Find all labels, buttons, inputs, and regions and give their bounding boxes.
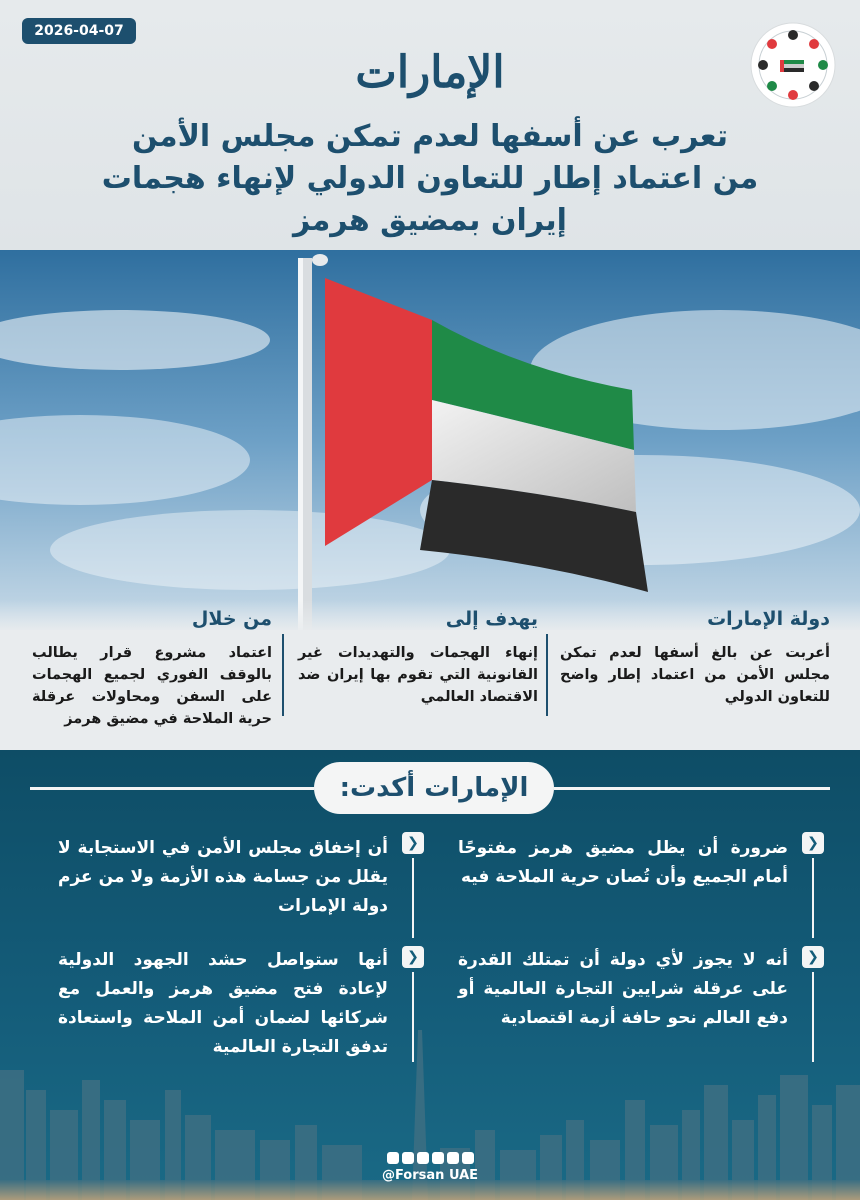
emphasis-title: الإمارات أكدت:: [314, 762, 554, 814]
point-2: أن إخفاق مجلس الأمن في الاستجابة لا يقلل من جسامة هذه الأزمة ولا من عزم دولة الإمارات: [58, 838, 388, 916]
column-title: دولة الإمارات: [707, 608, 830, 630]
social-handle: [380, 1152, 480, 1183]
column-uae: [560, 608, 830, 708]
headline-line-3: إيران بمضيق هرمز: [293, 203, 567, 238]
youtube-icon: [462, 1152, 474, 1164]
emphasis-section: [0, 750, 860, 1200]
chevron-left-icon: ❮: [802, 946, 824, 968]
snapchat-icon: [387, 1152, 399, 1164]
headline: [90, 116, 770, 242]
column-means: [32, 608, 272, 730]
column-divider: [282, 634, 284, 716]
divider-line: [554, 787, 830, 790]
chevron-left-icon: ❮: [402, 832, 424, 854]
column-body: أعربت عن بالغ أسفها لعدم تمكن مجلس الأمن من اعتماد إطار واضح للتعاون الدولي: [560, 645, 830, 705]
handle-text: @Forsan UAE: [381, 1168, 479, 1183]
column-body: إنهاء الهجمات والتهديدات غير القانونية التي تقوم بها إيران ضد الاقتصاد العالمي: [298, 645, 538, 705]
chevron-left-icon: ❮: [402, 946, 424, 968]
facebook-icon: [417, 1152, 429, 1164]
x-icon: [432, 1152, 444, 1164]
info-columns: [0, 600, 860, 750]
column-title: يهدف إلى: [445, 608, 538, 630]
point-3: أنه لا يجوز لأي دولة أن تمتلك القدرة على عرقلة شرايين التجارة العالمية أو دفع العالم نحو حافة أزمة اقتصادية: [458, 950, 788, 1028]
header: [0, 0, 860, 250]
social-icons: [380, 1152, 480, 1164]
point-4: أنها ستواصل حشد الجهود الدولية لإعادة فتح مضيق هرمز والعمل مع شركائها لضمان أمن الملاحة واستعادة تدفق التجارة العالمية: [58, 950, 388, 1057]
bullet-line: [812, 858, 814, 938]
telegram-icon: [447, 1152, 459, 1164]
column-aim: [298, 608, 538, 708]
date-badge: 2026-04-07: [22, 18, 136, 44]
instagram-icon: [402, 1152, 414, 1164]
wordmark-logo: الإمارات: [355, 46, 505, 98]
chevron-left-icon: ❮: [802, 832, 824, 854]
headline-line-1: تعرب عن أسفها لعدم تمكن مجلس الأمن: [132, 119, 728, 154]
flag-photo: [0, 250, 860, 630]
column-divider: [546, 634, 548, 716]
divider-line: [30, 787, 314, 790]
logo-icon: [750, 22, 836, 108]
point-1: ضرورة أن يظل مضيق هرمز مفتوحًا أمام الجميع وأن تُصان حرية الملاحة فيه: [458, 838, 788, 887]
bullet-line: [412, 858, 414, 938]
column-body: اعتماد مشروع قرار يطالب بالوقف الفوري لجميع الهجمات على السفن ومحاولات عرقلة حرية الملاحة في مضيق هرمز: [32, 645, 272, 727]
headline-line-2: من اعتماد إطار للتعاون الدولي لإنهاء هجمات: [101, 161, 759, 196]
column-title: من خلال: [191, 608, 272, 630]
